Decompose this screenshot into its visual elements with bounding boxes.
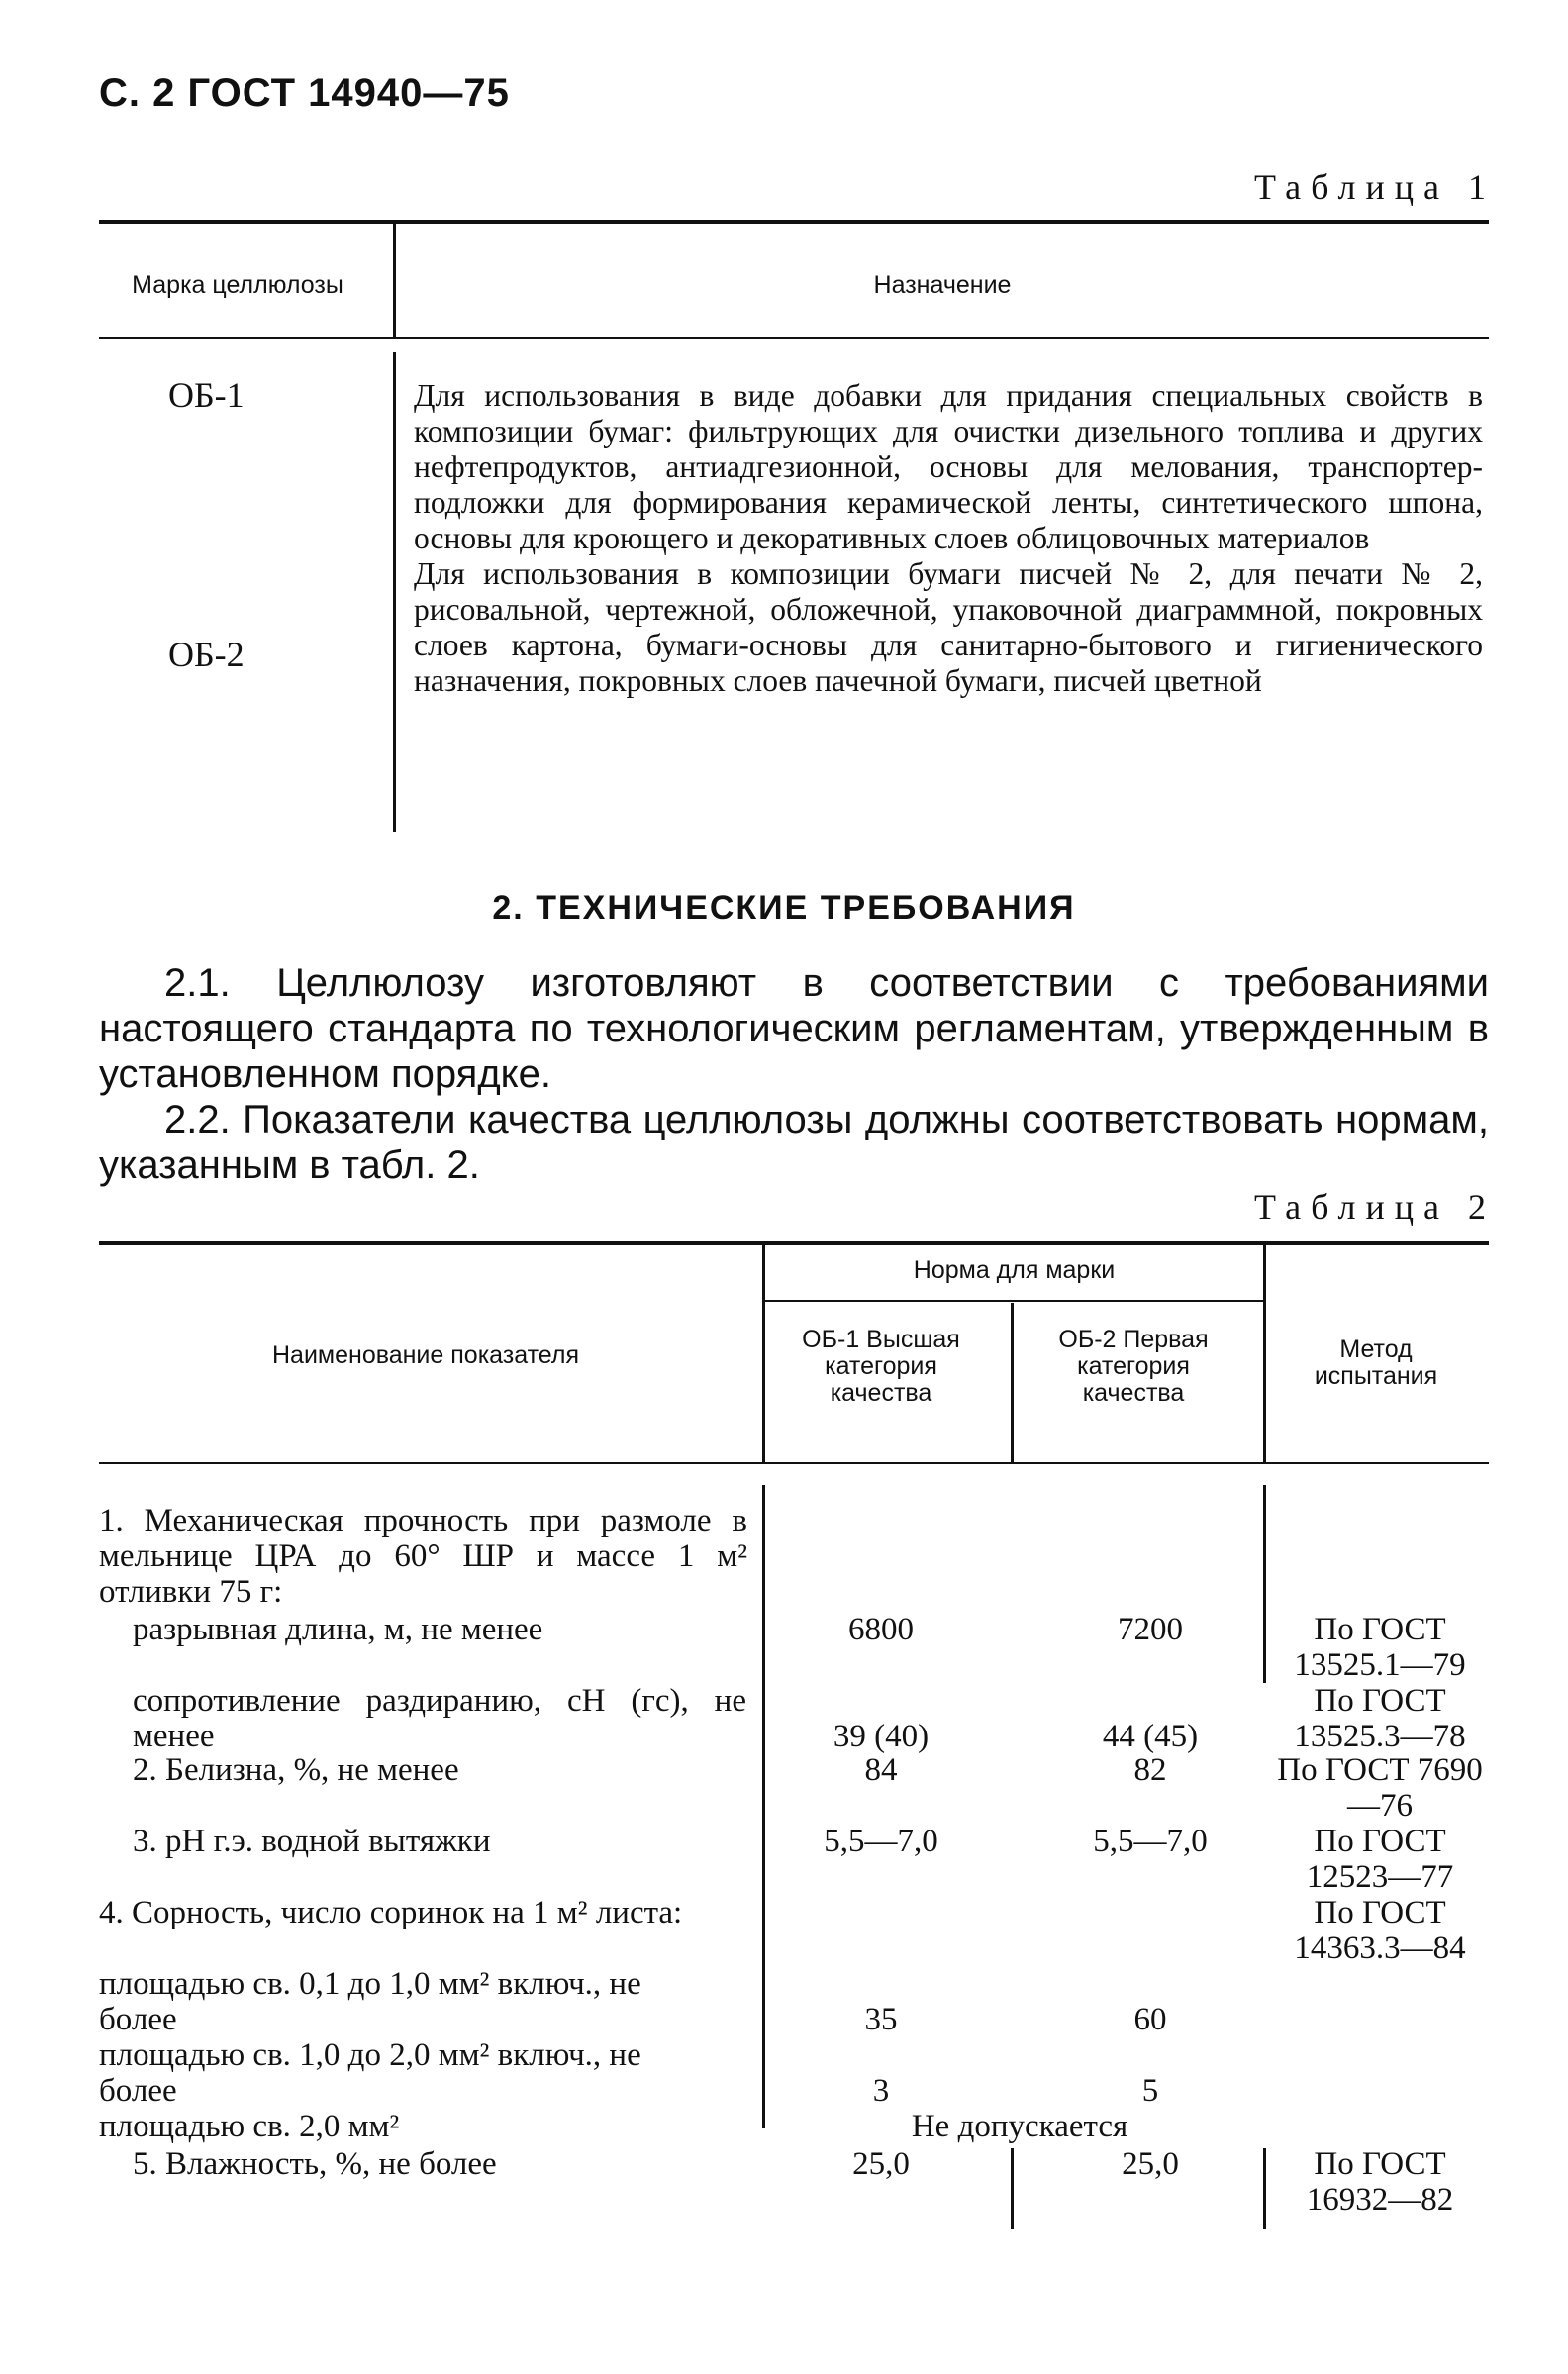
table1-purpose-ob1: Для использования в виде добавки для придания специальных свойств в композиции бумаг: фильтрующих для очистки дизельного топлива и других нефтепродуктов, антиадгезионной, основы для мелования, транспортер-подложки для формирования керамической ленты, синтетического шпона, основы для кроющего и декоративных слоев облицовочных материалов [414, 378, 1483, 555]
table2-divider-b [1263, 1245, 1266, 1463]
table2-body-divider-d [1011, 2148, 1014, 2229]
method-whiteness: По ГОСТ 7690—76 [1277, 1752, 1483, 1824]
indicator-4-dirt-medium: площадью св. 1,0 до 2,0 мм² включ., не более [99, 2037, 641, 2109]
section-paragraphs [99, 960, 1489, 1188]
table1-header-divider [393, 224, 396, 338]
table1-mark-ob2: ОБ-2 [168, 635, 245, 674]
ob2-whiteness: 82 [1133, 1752, 1167, 1788]
indicator-1-heading: 1. Механическая прочность при размоле в мельнице ЦРА до 60° ШР и массе 1 м² отливки 75 г: [99, 1503, 747, 1610]
table1-mark-ob1: ОБ-1 [168, 375, 245, 415]
ob2-ph: 5,5—7,0 [1093, 1824, 1208, 1859]
table2-col-norm: Норма для марки [913, 1256, 1116, 1284]
table2-body-divider-c [1263, 2148, 1266, 2229]
table2-col-ob1: ОБ-1 Высшая категория качества [802, 1326, 960, 1407]
ob1-tear: 39 (40) [833, 1719, 930, 1754]
indicator-3-ph: 3. pH г.э. водной вытяжки [133, 1824, 491, 1859]
table2-col-indicator: Наименование показателя [272, 1341, 579, 1369]
paragraph-2-1: 2.1. Целлюлозу изготовляют в соответствии с требованиями настоящего стандарта по технологическим регламентам, утвержденным в установленном порядке. [99, 961, 1489, 1096]
indicator-1-break-length: разрывная длина, м, не менее [133, 1612, 543, 1647]
ob1-dirt-medium: 3 [872, 2073, 890, 2109]
table1-col-purpose: Назначение [873, 271, 1012, 299]
table1-purpose-column [414, 378, 1483, 699]
ob2-dirt-small: 60 [1133, 2002, 1167, 2037]
indicator-2-whiteness: 2. Белизна, %, не менее [133, 1752, 459, 1788]
table1-label: Таблица 1 [1254, 167, 1496, 207]
method-ph: По ГОСТ 12523—77 [1306, 1824, 1454, 1895]
method-break-length: По ГОСТ 13525.1—79 [1294, 1612, 1466, 1683]
dirt-large-not-allowed: Не допускается [911, 2109, 1128, 2144]
ob2-break-length: 7200 [1118, 1612, 1183, 1647]
section-title: 2. ТЕХНИЧЕСКИЕ ТРЕБОВАНИЯ [492, 889, 1076, 927]
table2-norm-rule [765, 1300, 1263, 1302]
table1-header-rule [99, 337, 1489, 339]
indicator-4-dirt: 4. Сорность, число соринок на 1 м² листа: [99, 1895, 683, 1930]
table1-body-divider [393, 352, 396, 832]
ob2-dirt-medium: 5 [1141, 2073, 1159, 2109]
table2-body-divider-a [762, 1485, 765, 2128]
table1-col-mark: Марка целлюлозы [132, 271, 343, 299]
indicator-4-dirt-large: площадью св. 2,0 мм² [99, 2109, 400, 2144]
table2-label: Таблица 2 [1254, 1187, 1496, 1227]
table2-divider-c [1011, 1303, 1014, 1463]
page-header: С. 2 ГОСТ 14940—75 [99, 71, 510, 115]
ob1-whiteness: 84 [864, 1752, 898, 1788]
paragraph-2-2: 2.2. Показатели качества целлюлозы должны соответствовать нормам, указанным в табл. 2. [99, 1098, 1489, 1187]
table2-body-divider-b [1263, 1485, 1266, 1683]
ob2-humidity: 25,0 [1122, 2146, 1179, 2182]
method-tear: По ГОСТ 13525.3—78 [1294, 1683, 1466, 1754]
ob1-break-length: 6800 [848, 1612, 914, 1647]
ob1-ph: 5,5—7,0 [824, 1824, 938, 1859]
indicator-5-humidity: 5. Влажность, %, не более [133, 2146, 497, 2182]
table2-col-ob2: ОБ-2 Первая категория качества [1058, 1326, 1209, 1407]
table1-top-rule [99, 220, 1489, 224]
table2-header-rule [99, 1462, 1489, 1464]
table2-top-rule [99, 1241, 1489, 1245]
table1-purpose-ob2: Для использования в композиции бумаги писчей № 2, для печати № 2, рисовальной, чертежной, обложечной, упаковочной диаграммной, покровных слоев картона, бумаги-основы для санитарно-бытового и гигиенического назначения, покровных слоев пачечной бумаги, писчей цветной [414, 556, 1483, 698]
indicator-1-tear: сопротивление раздиранию, сН (гс), не менее [133, 1683, 746, 1754]
ob1-dirt-small: 35 [864, 2002, 898, 2037]
table2-col-method: Метод испытания [1314, 1335, 1438, 1390]
method-humidity: По ГОСТ 16932—82 [1306, 2146, 1454, 2218]
indicator-4-dirt-small: площадью св. 0,1 до 1,0 мм² включ., не более [99, 1966, 641, 2037]
ob2-tear: 44 (45) [1102, 1719, 1199, 1754]
method-dirt: По ГОСТ 14363.3—84 [1294, 1895, 1466, 1966]
ob1-humidity: 25,0 [852, 2146, 910, 2182]
